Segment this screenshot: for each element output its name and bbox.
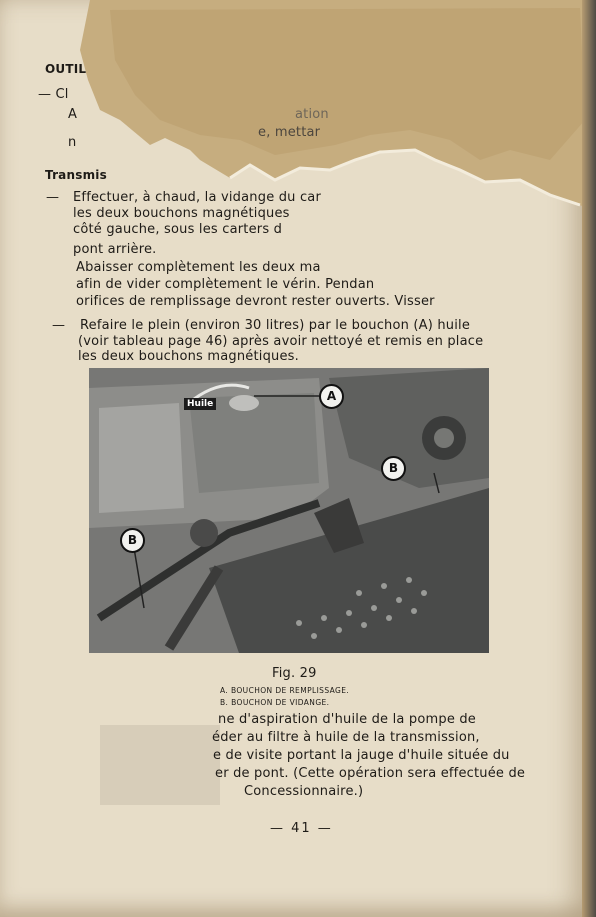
step-bullet: — [46, 190, 60, 205]
body-line: Concessionnaire.) [244, 784, 364, 799]
page-number: — 41 — [270, 821, 333, 836]
section-title-fragment: OUTIL [45, 62, 87, 76]
step-line: Effectuer, à chaud, la vidange du car [73, 190, 322, 205]
text-fragment: n [68, 135, 77, 150]
step-line: les deux bouchons magnétiques. [78, 349, 299, 364]
step-line: les deux bouchons magnétiques [73, 206, 290, 221]
text-fragment: e, mettar [258, 125, 321, 140]
torn-paper-region [80, 0, 596, 215]
step-line: afin de vider complètement le vérin. Pendan [76, 277, 375, 292]
step-line: pont arrière. [73, 242, 157, 257]
figure-caption: Fig. 29 [272, 666, 317, 681]
step-line: orifices de remplissage devront rester ouverts. Visser [76, 294, 435, 309]
figure-photo [89, 368, 489, 653]
figure-legend-a: A. BOUCHON DE REMPLISSAGE. [220, 686, 350, 695]
step-line: côté gauche, sous les carters d [73, 222, 283, 237]
step-bullet: — [52, 318, 66, 333]
callout-b-right: B [381, 456, 406, 481]
figure-legend-b: B. BOUCHON DE VIDANGE. [220, 698, 330, 707]
section-title: Transmis [45, 168, 107, 182]
text-fragment: A [68, 107, 78, 122]
tractor-transmission-illustration [89, 368, 489, 653]
body-line: ne d'aspiration d'huile de la pompe de [218, 712, 476, 727]
oil-label: Huile [184, 398, 216, 410]
book-edge-shadow [582, 0, 596, 917]
body-line: e de visite portant la jauge d'huile située du [213, 748, 510, 763]
callout-b-left: B [120, 528, 145, 553]
text-fragment: — Cl [38, 87, 69, 102]
body-line: er de pont. (Cette opération sera effectuée de [215, 766, 526, 781]
body-line: éder au filtre à huile de la transmission, [212, 730, 480, 745]
step-line: (voir tableau page 46) après avoir nettoyé et remis en place [78, 334, 484, 349]
step-line: Abaisser complètement les deux ma [76, 260, 321, 275]
callout-a: A [319, 384, 344, 409]
faded-stain [100, 725, 220, 805]
step-line: Refaire le plein (environ 30 litres) par le bouchon (A) huile [80, 318, 471, 333]
text-fragment: ation [295, 107, 329, 122]
